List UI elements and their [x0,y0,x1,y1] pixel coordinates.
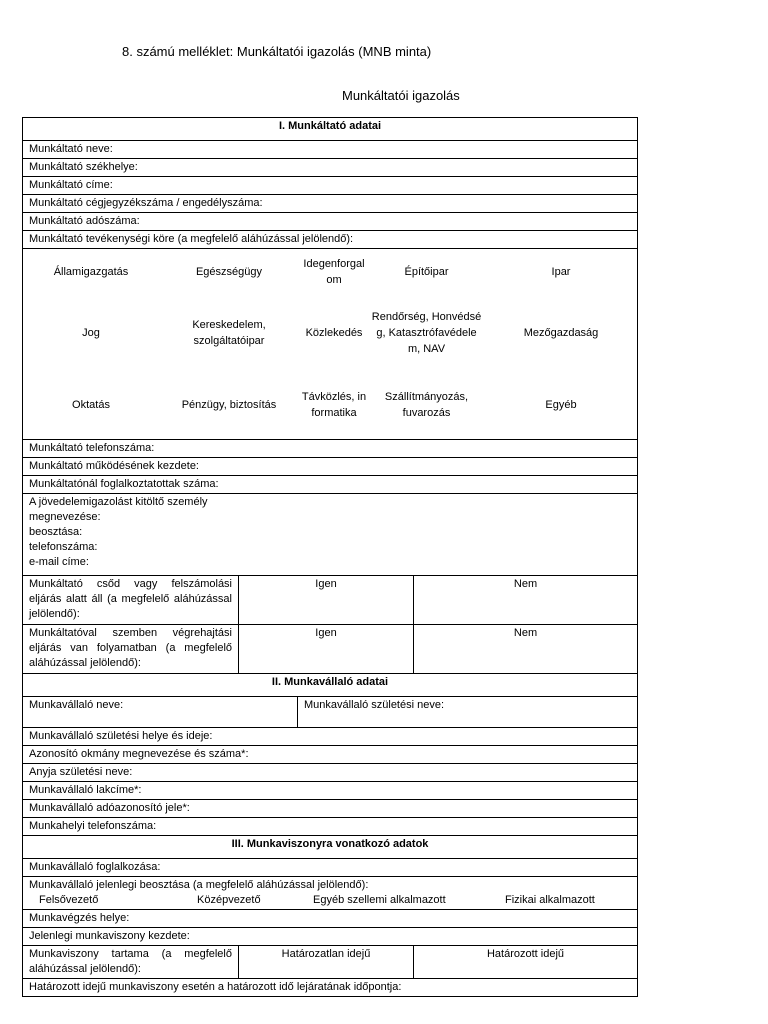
work-location-field[interactable]: Munkavégzés helye: [23,910,638,928]
contact-person-name: megnevezése: [29,511,101,523]
employer-certificate-form [22,117,638,997]
employer-activity-label: Munkáltató tevékenységi köre (a megfelelő aláhúzással jelölendő): [23,231,638,249]
employer-operation-start-field[interactable]: Munkáltató működésének kezdete: [23,458,638,476]
document-header: 8. számú melléklet: Munkáltatói igazolás (MNB minta) [122,44,432,59]
employee-tax-id-field[interactable]: Munkavállaló adóazonosító jele*: [23,800,638,818]
activity-grid-cell [23,249,638,440]
enforcement-yes-option[interactable]: Igen [239,625,414,674]
employee-birthplace-field[interactable]: Munkavállaló születési helye és ideje: [23,728,638,746]
contact-person-phone: telefonszáma: [29,541,98,553]
section-employer-title: I. Munkáltató adatai [23,118,638,141]
position-option-middle-manager[interactable]: Középvezető [197,894,261,906]
bankruptcy-no-option[interactable]: Nem [414,576,638,625]
activity-option[interactable]: Kereskedelem, szolgáltatóipar [192,319,266,347]
activity-option[interactable]: Oktatás [72,399,110,411]
contact-person-block[interactable] [23,494,638,576]
employer-phone-field[interactable]: Munkáltató telefonszáma: [23,440,638,458]
activity-option[interactable]: Egyéb [545,399,577,411]
employment-start-field[interactable]: Jelenlegi munkaviszony kezdete: [23,928,638,946]
bankruptcy-question: Munkáltató csőd vagy felszámolási eljárás alatt áll (a megfelelő aláhúzással jelölendő): [23,576,239,625]
activity-grid [23,251,638,437]
workplace-phone-field[interactable]: Munkahelyi telefonszáma: [23,818,638,836]
contact-person-email: e-mail címe: [29,556,89,568]
employee-occupation-field[interactable]: Munkavállaló foglalkozása: [23,859,638,877]
duration-indefinite-option[interactable]: Határozatlan idejű [239,946,414,979]
employer-tax-number-field[interactable]: Munkáltató adószáma: [23,213,638,231]
activity-option[interactable]: Egészségügy [195,266,263,278]
employer-address-field[interactable]: Munkáltató címe: [23,177,638,195]
enforcement-question: Munkáltatóval szemben végrehajtási eljárás van folyamatban (a megfelelő aláhúzással jelölendő): [23,625,239,674]
employer-registration-field[interactable]: Munkáltató cégjegyzékszáma / engedélyszáma: [23,195,638,213]
employee-id-document-field[interactable]: Azonosító okmány megnevezése és száma*: [23,746,638,764]
activity-option[interactable]: Rendőrség, Honvédség, Katasztrófavédelem, NAV [371,311,482,355]
position-option-senior-manager[interactable]: Felsővezető [39,894,99,906]
employer-seat-field[interactable]: Munkáltató székhelye: [23,159,638,177]
position-label: Munkavállaló jelenlegi beosztása (a megfelelő aláhúzással jelölendő): [29,879,369,891]
employment-duration-label: Munkaviszony tartama (a megfelelő aláhúzással jelölendő): [23,946,239,979]
activity-option[interactable]: Jog [82,327,100,339]
activity-option[interactable]: Szállítmányozás, fuvarozás [384,391,469,419]
activity-option[interactable]: Távközlés, informatika [301,391,367,419]
employee-name-field[interactable]: Munkavállaló neve: [23,697,298,728]
section-employment-title: III. Munkaviszonyra vonatkozó adatok [23,836,638,859]
mother-name-field[interactable]: Anyja születési neve: [23,764,638,782]
position-option-manual-worker[interactable]: Fizikai alkalmazott [505,894,595,906]
activity-option[interactable]: Mezőgazdaság [523,327,599,339]
activity-option[interactable]: Ipar [551,266,571,278]
contact-person-heading: A jövedelemigazolást kitöltő személy [29,496,208,508]
activity-option[interactable]: Építőipar [404,266,449,278]
position-option-white-collar[interactable]: Egyéb szellemi alkalmazott [313,894,446,906]
bankruptcy-yes-option[interactable]: Igen [239,576,414,625]
employer-name-field[interactable]: Munkáltató neve: [23,141,638,159]
position-block [23,877,638,910]
fixed-term-expiry-field[interactable]: Határozott idejű munkaviszony esetén a határozott idő lejáratának időpontja: [23,979,638,997]
employee-count-field[interactable]: Munkáltatónál foglalkoztatottak száma: [23,476,638,494]
contact-person-position: beosztása: [29,526,83,538]
activity-option[interactable]: Idegenforgalom [303,258,365,286]
activity-option[interactable]: Közlekedés [305,327,363,339]
activity-option[interactable]: Pénzügy, biztosítás [181,399,277,411]
employee-address-field[interactable]: Munkavállaló lakcíme*: [23,782,638,800]
document-title: Munkáltatói igazolás [342,88,460,103]
activity-option[interactable]: Államigazgatás [53,266,129,278]
position-options [29,893,631,908]
duration-fixed-option[interactable]: Határozott idejű [414,946,638,979]
employee-birth-name-field[interactable]: Munkavállaló születési neve: [298,697,638,728]
enforcement-no-option[interactable]: Nem [414,625,638,674]
section-employee-title: II. Munkavállaló adatai [23,674,638,697]
